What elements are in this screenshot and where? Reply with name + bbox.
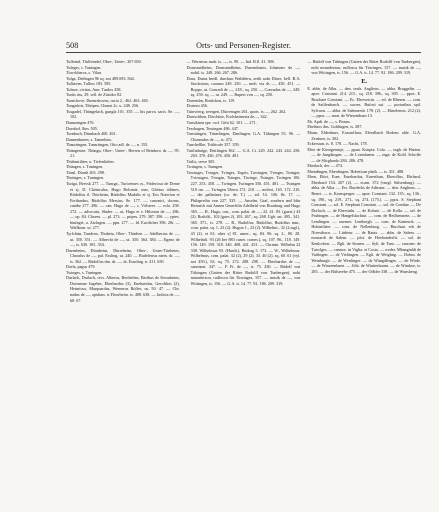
register-entry: Tuwinges, Tvinger, Tvinges, Togeis, Tuwingen, Tvinges, Twinger, Tviinugen, Tvingin, Tuinges, Tiwinge, Twinger, Twingen 106. 227. 253. 458. — Twingen, Twimgen 356. 451. 481. — Twingen 510 cm. — Twingen Ubern 172. 210. — molest, 165. 172. 210. — der pallatines (co. de. T.) — sel. Ut. 106. 8e. 17. — Philaprethu von 227. 335. — Anselm, Graf, sondern and bhir Heinrich mit Annen Gmechlin Adelheid von Brauburg und Hugo 365. — H., Hugo, con., com. palat. de —, 22. 41. 83. (guest.) 43 (2). Rodolfi., 102 (gues 2), 103. 267., sq. 268. Ugh. sat. 495., 341. 365. 371., is. 278. — R., Rudolfus, Rüdolfus, Rudolfus mm., com. palat. sq. 1. 23 (2). Hugon 1., 23 (2). Wilhelmi., 32 (2.mgl.), 43 (2). et 63. ulter s] 81. unrer., sq. 84. 96. sq. 2., 80. 28. Wilhelmli. 93 (26 ber 883 cunet. comes.), sq. 107. 96., 118. 149. 156. 149. 159. 318. 340. 408. 441. 451. — Chrintn. Wilhelm 22 338. Wilhelmus 93. (Husdi.), Rüdorg 5. 173. — W., Wilhelmus. Wilhelmus, com. palat. 32 (2), 29 (2). 33. 40 (2). sq. 60. 61 (vyl. not 450.), 63. sq. 75. 272. 288. 298. — Eberhardus de —, canonear. 347. — F. Fr. de —, ts. 75. 430. — Rüdolf von Tübingen (Gatten der Ritter Rudolff von Tunbergen), nobi mrunderzon, rudloscu für Tüwinges, 157. — musik de —, von Wittingen, ts. 156. — G.A. tt. 14. 77. 92. 186. 209. 319. <box>186 169 301 286</box>
register-entry: Thaurtingen, Tunsrtingen, Otto adl. de —, n. 155. <box>66 142 149 148</box>
register-entry: E. abbs. de Alba. — den. seals. Anglieus. — abba. Bruggelin. — apoe. Constant. 214. 215., sq. 218. 396., sq. 305. — ppos. E. Bruchaei Constant. — Ec. Ehreseicin. — ed. de Rhesen. — com. de Safilenbarch. — sucres. Rufcni sui. — portaribus spil. Sylvaon. — abba. de Salemersb. 178. (2). — Elmelensis. 212 (2). — ppos. — mon. de Wiesenthum 13. <box>307 85 421 119</box>
running-title: Orts- und Personen-Register. <box>196 41 291 50</box>
register-entry: Tuenchove, Duenrshoven, curia 2., 462. 463. 465. <box>66 97 149 103</box>
register-entry: Tulfeind, Tfulfeindel, Ober-, Unter-, 207.650. <box>66 59 142 64</box>
register-entry: Ebendingen, Eberdingen, Hobetican plath. — ts. 411. 488. <box>307 168 405 174</box>
register-entry: Tessbagen, Tessingen 486. 447. <box>186 125 239 131</box>
register-entry: Thrönges, s. Tuningen. <box>66 175 105 181</box>
register-entry: Eben, Ebiri, Euer, Eurehardus, Eurerthun, Eberolfus, Ebrhard, Eberhard 154. 207 (2). — ecam. 372 (vnrgl. Sülsenburg). — abba. de Alba. — Ers. Burdechs de Adirune. — den. Anglieus. — Benvt. — ts. Kronsperger. — apoe. Constant. 132. 135., sq. 136., sq. 190., sq. 219., 271., sq. 274. (175.). — ppos. S. Stephani Constant. — sol. E. Stephani Constant. — sol. de Combar. — De Dorlach, — de Ebersinln. — de Kohste. — de Kolla. — sel. de Frubingen. — de Hangelsluchtut. — com. de Heilhenstein. — de Lendingen. — ouerner. Lentbergh. — com. de Katnerok. — Hohenfitter. — com. de Nellenburg. — Burchust reh de Nivestborn. — Lürbeur. — de Rauts. — abbs. de Salem. — mostardt de Salem. — plot. de Hoehonderfit. — sol. de Kenlochen. — Bgli. de Stonen. — Sylt. de Tum. — canoner. de Tuiwlges. — cannox. in Viglia. et Costa. — weder. Mbangtaldt de Vaifingen. — de Viehingen. — Eglt. de Weighng. — Dohm. de Weinburgh. — de Wenlinger. — de Wüngdlinges. — de Wirde. — de Winzeenbaen. — Jöht. de Wintterhurnn. — de Wimhoe, ts. 285. — der Bülserebe 475. — der Odhler 338. — de Wunsheng. <box>307 174 421 274</box>
register-entry: Dannenhusen, s. Tannehim. <box>66 136 112 142</box>
register-entry: — Wernerus mulr. ts. —, ts. 90. — Ind. R.ll. 41. 386. <box>186 59 275 64</box>
register-entry: Tyrfchün, Tundren, Thubeta, Ober-, Thürhen — Adelhertus de —, ut. 350. 351. — Albrecht de —, ut. 350. 364. 384. — Egeno de —, ts. 630. 381. 354. <box>66 230 180 248</box>
register-entry: Tunsilaten spe. cscl. Gtfn 62. 101. — 271. <box>186 120 257 126</box>
column-right <box>307 59 421 493</box>
register-entry: Tutlis, serve 305. <box>186 158 216 164</box>
register-entry: Tuinvöerg, nvergen, Dürrensgen 261, quots. ts —, 262. 262. <box>186 108 287 114</box>
register-entry: Tulga, Dedingen 96 sq. not 489.693. 844. <box>66 75 135 81</box>
column-middle <box>187 59 301 493</box>
register-entry: Dannoingen 476. <box>66 120 95 126</box>
page-number: 508 <box>66 41 79 50</box>
register-entry: Dura, Dums Inedl. durchun Walddern, zedit aufn Dürre, bell. B.A. Stockstorn, caorum 249. 250. — moh. via ds —, 450. 451. — Boppo, ut. Conradi de —, 218., sq. 250. — Conradus de —, 249. sq. 250. sq. — ut. 249. — Rupert von —, sq. 250. <box>186 75 301 98</box>
register-entry: Thühnstiltier, u. Tiefenhöfen. <box>66 158 115 164</box>
page-header <box>66 40 421 53</box>
register-entry: Durlach, Durlach, civs. Alberus, Berthelins, Berthus de Strsusheim, Dormense Ingeber, Eberhardus (3), Eneharidus, Gerolthos (2), Heinricus, Marquardus, Wernerus Röffer, us. 50. 47. — Chr. nadus de —, opidum. ts Floorheim. ts. 488. 638. — Judicia de —, 68. 67. <box>66 275 180 303</box>
register-entry: Twüngen, s. Tanngen. <box>186 164 223 170</box>
register-entry: Thüngen, s. Tuningen. <box>66 164 104 170</box>
register-entry: Turiga, Bervsk 277. — Tunrga., Turicenses cs., Fridericus de Dome et sj. D. Chötnrulus, Hugo Bolcmüt. mer, Glörius tölünes, Rüdolfus tl. Thörheim, Rüdolfus Madalis et sj. Eos Noterion et Forthardus, Rüdolfus Mersius, 8e. 177. — canonici, chorus, canibe 277. 286. — can. Hugo de —, s. Völsteer. — ecla. 258. 272. — advocatu, Sluder. — ut, Hugo et v. Hilseton de —, 28b. — op. 84. Choreu. — pl. 273. — pripes. 279. 387. 396. — yptes. hinfaget, a. Zarlugen. — ppn. 277. — ld. Eucdicher 396. 28r. — Wallborn. ut. 277. <box>66 181 180 231</box>
register-entry: Tunlo üss, 29. sell. de Züsidor 82. <box>66 92 123 98</box>
register-entry: Tunchellbe, Trübicafe 357. 359. <box>186 142 240 148</box>
register-entry: Dornhof, 8im. 505. <box>66 125 98 131</box>
register-entry: Tulnoe, civitas, Ann. Tunlox 458. <box>66 86 122 92</box>
register-entry: Tunstängen, Tünerlingen, Danlingen, G.A. Tübingen 55. 96. — Chunradus de —, ts. 472. <box>186 131 301 142</box>
register-entry: Durrschhen, Dörchüse, Erolsheimerta de—, 342. <box>186 114 268 120</box>
register-entry: Durensbn, Bottickon, is. 119. <box>186 97 236 103</box>
register-entry: Dornsmidheim, Durnsmidheim, Duremthaim, Johannes de —, nobil. ts. 248. 266. 267. 286. <box>186 64 301 76</box>
register-entry: Ebam, Eldeuhurs, Ecasnrllura, Eferalbach Bodens ahle. G.A. Zeubroe, ts. 302. <box>307 130 421 141</box>
register-entry: Thüngenise, Thüngu, Ober-, Unter-, Herren of Reinhow ds —, 95. 21. <box>66 147 180 159</box>
column-left <box>66 59 180 493</box>
register-entry: Turnbach, Dürnbach 400. 461. <box>66 131 117 137</box>
register-entry: Dortern 456. <box>186 103 208 109</box>
register-entry: Tusgadel, Thüngelach, gungla 101. 355. — his parva. sacis. 8e. —, 102. <box>66 108 180 120</box>
register-entry: Tungedoir, Tiböpen, Chneat 2c. u. 248. 256. <box>66 103 140 109</box>
register-entry: Eb. Apdt. de —, s. Bonus. <box>307 118 351 124</box>
section-letter-heading: E. <box>361 77 368 85</box>
register-entry: Dorla, pagus 479. <box>66 264 96 270</box>
register-entry: Tuleges, s. Tuningen. <box>66 64 102 70</box>
register-entry: Tulhaven, Tulhos 183. 585. <box>66 81 112 87</box>
register-entry: Ebelinos dus. Gohlingen, ts. 287. <box>307 124 363 130</box>
register-entry: Durenheim, Dürnheim, Dürreheim, Ober-, Unter-Türtheim, Chroalus de —, pul. Essling. ut. 240. — Rudelerrus mein. dr. —, ts. 362. — Rüdolfus dm. dr. —, dr. Essuling. n. 411. 650. <box>66 247 180 264</box>
register-entry: Twinges, s. Tuningen. <box>66 269 103 275</box>
register-entry: Eber de Kirnigensuje, — ppun. Konpia. Colo. — sngh. de Harten. — de Jungdingen. — de Lvatnlunen. — rnga. de Kold. Schoffe — de Slicghardo 284. 286. 478. <box>307 146 421 163</box>
register-entry: Tuttlinhuige, Dettlingen 362. — G.A. Ct. 229. 242. 243. 244. 258. 263. 370. 436. 476. 450. 481. <box>186 147 301 159</box>
register-entry: — Rüdolf von Tübingen (Gatten der Ritter Rudolff von Tunbergen), nobi mrunderzon, rudloscu für Tüwinges, 157. — musik de —, von Wittingen, ts. 156. — G.A. tt. 14. 77. 92. 186. 209. 319. <box>307 59 421 76</box>
register-entry: Tünsl, Dürnlt 265. 298. <box>66 169 105 175</box>
register-columns <box>66 59 421 493</box>
register-entry: Eberlach, der — 474. <box>307 163 343 169</box>
register-entry: Eckerstun, ts. 8. 178. — Nacht, 178. <box>307 141 368 147</box>
register-entry: Tüwchheros, s. Vilau. <box>66 70 103 76</box>
